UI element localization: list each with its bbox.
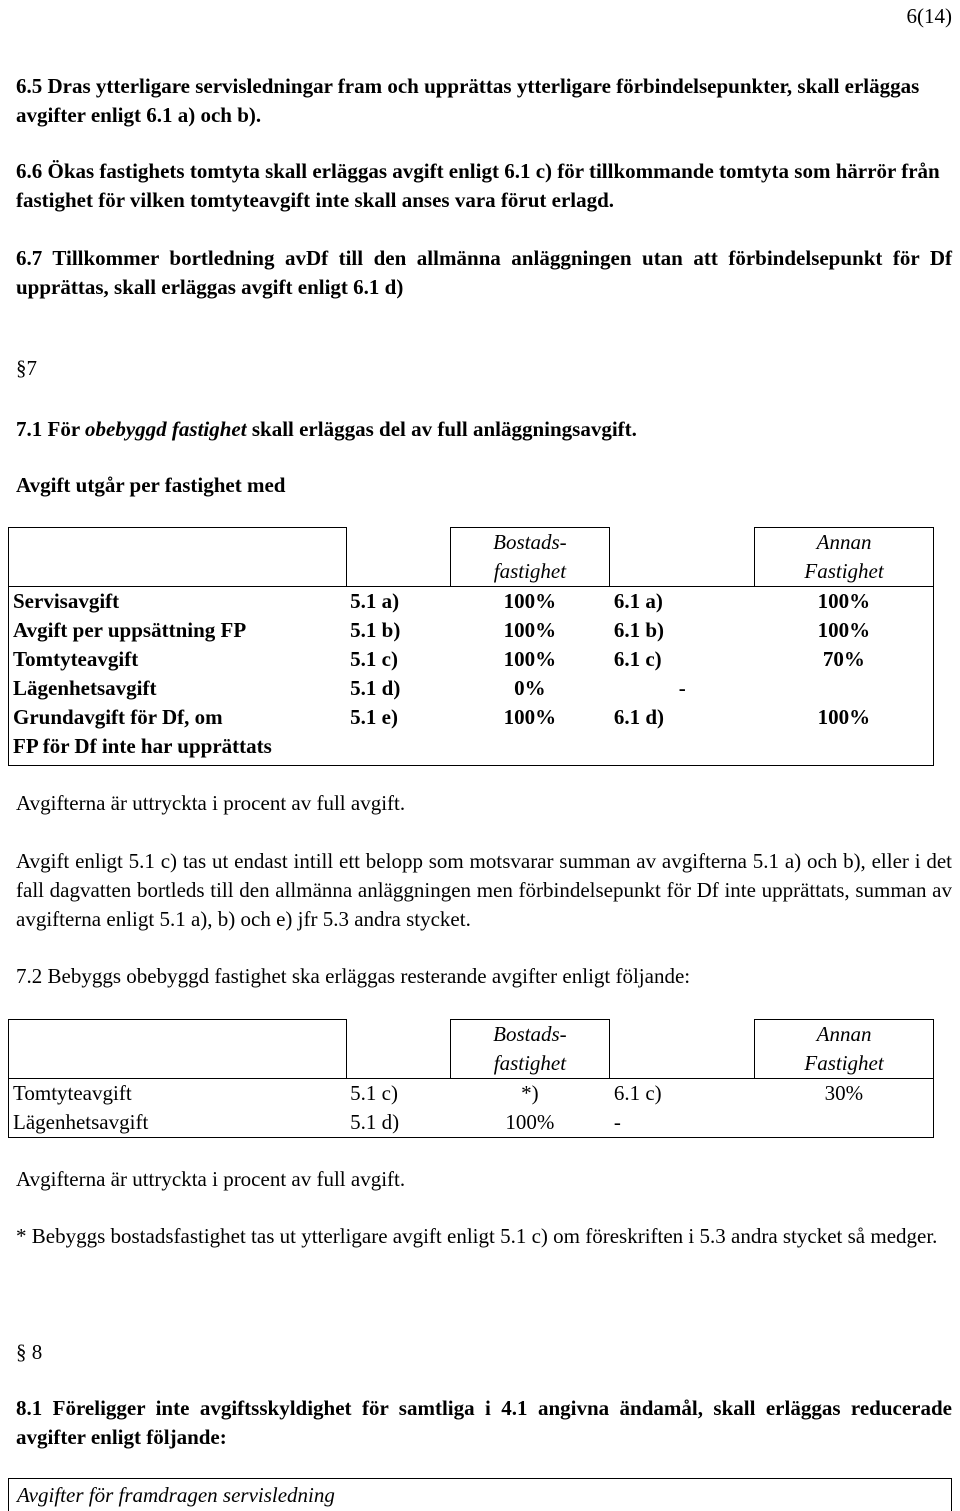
table1-header-annan: Annan Fastighet xyxy=(755,528,934,587)
row-ref1: 5.1 d) xyxy=(350,676,401,700)
row-val2: 100% xyxy=(817,589,871,613)
table2-header-empty xyxy=(9,1020,347,1079)
row-ref2: - xyxy=(678,676,686,700)
table1-body xyxy=(9,587,934,766)
section-6-5: 6.5 Dras ytterligare servisledningar fram och upprättas ytterligare förbindelsepunkter, skall erläggas avgifter enligt 6.1 a) och b). xyxy=(16,74,920,127)
row-label: Tomtyteavgift xyxy=(13,647,139,671)
row-ref1: 5.1 c) xyxy=(350,647,398,671)
row-label: Grundavgift för Df, om FP för Df inte har upprättats xyxy=(13,705,272,758)
row-ref1: 5.1 c) xyxy=(350,1081,398,1105)
section-8-1: 8.1 Föreligger inte avgiftsskyldighet för samtliga i 4.1 angivna ändamål, skall erläggas reducerade avgifter enligt följande: xyxy=(16,1396,952,1449)
section-number: 8 xyxy=(31,1340,43,1364)
row-ref2: 6.1 d) xyxy=(613,705,665,729)
row-val2 xyxy=(755,674,934,703)
avgift-enligt-paragraph: Avgift enligt 5.1 c) tas ut endast intill ett belopp som motsvarar summan av avgifterna 5.1 a) och b), eller i det fall dagvatten bortleds till den allmänna anläggningen men förbindelsepunkt för Df inte upprättats, summan av avgifterna enligt 5.1 a), b) och e) jfr 5.3 andra stycket. xyxy=(16,849,952,931)
table-row xyxy=(9,645,934,674)
row-val2: 70% xyxy=(822,647,865,671)
row-val1: 100% xyxy=(503,705,557,729)
table2-header-bostad: Bostads- fastighet xyxy=(450,1020,610,1079)
servis-fee-header-label: Avgifter för framdragen servisledning xyxy=(17,1483,335,1507)
note-percent-2: Avgifterna är uttryckta i procent av full avgift. xyxy=(16,1167,406,1191)
row-label: Servisavgift xyxy=(13,589,120,613)
row-val2: 100% xyxy=(817,705,871,729)
row-ref1: 5.1 a) xyxy=(350,589,400,613)
fee-table-2 xyxy=(8,1019,934,1138)
table-row xyxy=(9,703,934,765)
footnote-star: * Bebyggs bostadsfastighet tas ut ytterligare avgift enligt 5.1 c) om föreskriften i 5.3 andra stycket så medger. xyxy=(16,1224,938,1248)
note-percent-1: Avgifterna är uttryckta i procent av full avgift. xyxy=(16,791,406,815)
row-ref2: - xyxy=(613,1110,621,1134)
section-7-2: 7.2 Bebyggs obebyggd fastighet ska erläggas resterande avgifter enligt följande: xyxy=(16,964,691,988)
row-val2: 100% xyxy=(817,618,871,642)
row-ref2: 6.1 c) xyxy=(613,1081,662,1105)
row-ref1: 5.1 d) xyxy=(350,1110,400,1134)
page-number: 6(14) xyxy=(906,4,952,28)
section-7-heading xyxy=(16,354,37,383)
section-6-6: 6.6 Ökas fastighets tomtyta skall erläggas avgift enligt 6.1 c) för tillkommande tomtyta som härrör från fastighet för vilken tomtyteavgift inte skall anses vara förut erlagd. xyxy=(16,159,940,212)
row-val1: 100% xyxy=(503,618,557,642)
row-val1: 100% xyxy=(503,589,557,613)
avgift-utgar-line: Avgift utgår per fastighet med xyxy=(16,473,286,497)
row-ref1: 5.1 b) xyxy=(350,618,401,642)
fee-table-1 xyxy=(8,527,934,766)
section-7-1-prefix: 7.1 För xyxy=(16,417,86,441)
section-6-7: 6.7 Tillkommer bortledning avDf till den allmänna anläggningen utan att förbindelsepunkt för Df upprättas, skall erläggas avgift enligt 6.1 d) xyxy=(16,246,952,299)
row-ref2: 6.1 b) xyxy=(613,618,665,642)
section-7-1-italic: obebyggd fastighet xyxy=(85,417,247,441)
row-val2: 30% xyxy=(824,1081,864,1105)
servis-fee-table-header xyxy=(8,1478,952,1511)
table2-body xyxy=(9,1079,934,1138)
section-7-1-suffix: skall erläggas del av full anläggningsavgift. xyxy=(246,417,637,441)
row-label: Lägenhetsavgift xyxy=(13,676,157,700)
section-number: 7 xyxy=(26,356,37,380)
row-label: Avgift per uppsättning FP xyxy=(13,618,247,642)
row-val1: *) xyxy=(521,1081,539,1105)
row-ref2: 6.1 a) xyxy=(613,589,663,613)
table-row xyxy=(9,587,934,617)
row-ref1: 5.1 e) xyxy=(350,705,398,729)
section-8-heading xyxy=(16,1338,42,1367)
table-row xyxy=(9,674,934,703)
row-val1: 0% xyxy=(514,676,546,700)
row-val1: 100% xyxy=(505,1110,555,1134)
table-row xyxy=(9,1079,934,1109)
paragraph-sign: § xyxy=(16,356,27,380)
table-row xyxy=(9,616,934,645)
section-7-1 xyxy=(16,415,952,444)
table2-header-annan: Annan Fastighet xyxy=(755,1020,934,1079)
paragraph-sign: § xyxy=(16,1340,27,1364)
row-label: Lägenhetsavgift xyxy=(13,1110,149,1134)
row-val1: 100% xyxy=(503,647,557,671)
table1-header-empty xyxy=(9,528,347,587)
table-row xyxy=(9,1108,934,1138)
table1-header-bostad: Bostads- fastighet xyxy=(450,528,610,587)
row-label: Tomtyteavgift xyxy=(13,1081,132,1105)
row-val2 xyxy=(755,1108,934,1138)
row-ref2: 6.1 c) xyxy=(613,647,662,671)
